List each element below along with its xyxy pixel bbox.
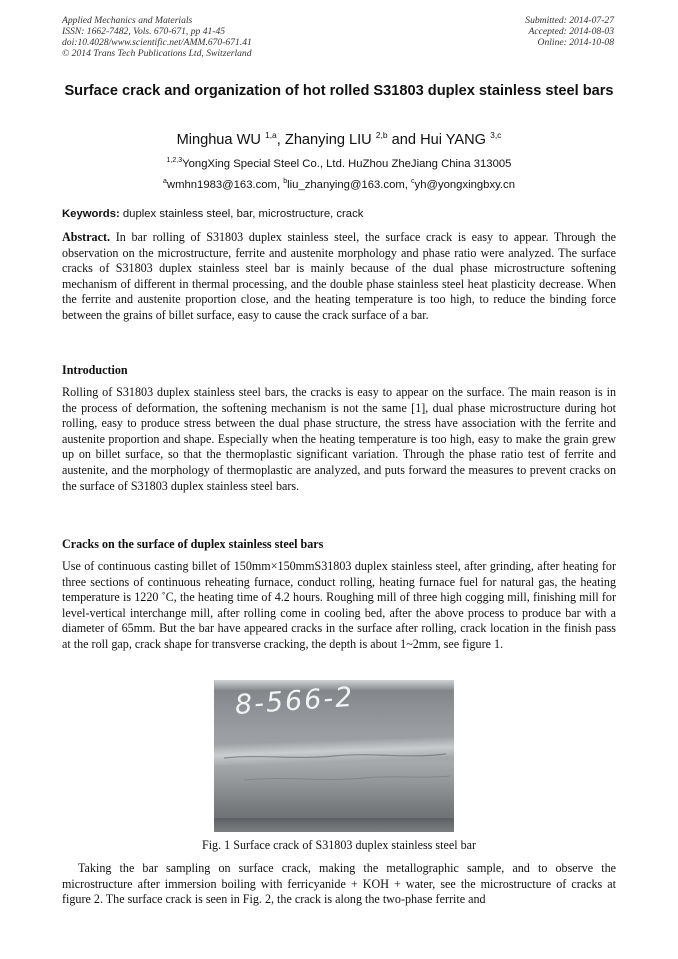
email-mark: a	[163, 178, 167, 185]
section-heading-cracks: Cracks on the surface of duplex stainless steel bars	[62, 537, 324, 551]
author-name: Zhanying LIU	[284, 132, 376, 148]
surface-crack-svg	[214, 680, 454, 832]
journal-header	[62, 15, 252, 59]
email-mark: b	[283, 178, 288, 185]
affiliation-mark: 1,2,3	[166, 157, 183, 164]
figure-1-photo	[214, 680, 454, 832]
author-emails	[62, 178, 616, 191]
abstract-label: Abstract.	[62, 230, 111, 244]
section-heading-introduction: Introduction	[62, 363, 128, 377]
introduction-paragraph: Rolling of S31803 duplex stainless steel bars, the cracks is easy to appear on the surface. The main reason is in the process of deformation, the softening mechanism is not the same [1], dual phase microstructure during hot rolling, easy to produce stress between the dual phase structure, the stress have association with the ferrite and austenite proportion and shape. Especially when the heating temperature is too high, easy to make the grain grew up on billet surface, so that the thermoplastic significant variation. Through the phase ratio test of ferrite and austenite, and the morphology of thermoplastic are analyzed, and puts forward the measures to prevent cracks on the surface of S31803 duplex stainless steel bars.	[62, 385, 616, 493]
submitted-date: Submitted: 2014-07-27	[525, 15, 614, 26]
author-affil-mark: 3,c	[490, 130, 502, 140]
figure-1-caption: Fig. 1 Surface crack of S31803 duplex stainless steel bar	[201, 838, 477, 852]
keywords-text: duplex stainless steel, bar, microstructure, crack	[119, 208, 364, 220]
author-name: Hui YANG	[420, 132, 491, 148]
keywords	[62, 208, 616, 220]
dates-header	[525, 15, 614, 48]
paper-title: Surface crack and organization of hot rolled S31803 duplex stainless steel bars	[64, 83, 614, 99]
journal-copyright: © 2014 Trans Tech Publications Ltd, Switzerland	[62, 48, 252, 59]
abstract	[62, 230, 616, 324]
email-link[interactable]: wmhn1983@163.com,	[166, 179, 284, 191]
author-separator: ,	[276, 132, 285, 148]
email-link[interactable]: yh@yongxingbxy.cn	[414, 179, 515, 191]
accepted-date: Accepted: 2014-08-03	[528, 26, 614, 37]
author-affil-mark: 2,b	[375, 130, 388, 140]
affiliation-text: YongXing Special Steel Co., Ltd. HuZhou ZheJiang China 313005	[182, 158, 512, 170]
bar-marking: 8-566-2	[234, 681, 356, 721]
journal-doi: doi:10.4028/www.scientific.net/AMM.670-671.41	[62, 37, 252, 48]
email-link[interactable]: liu_zhanying@163.com,	[287, 179, 412, 191]
cracks-paragraph: Use of continuous casting billet of 150mm×150mmS31803 duplex stainless steel, after grinding, after heating for three sections of continuous reheating furnace, conduct rolling, heating furnace fuel for natural gas, the heating temperature is 1220 ˚C, the heating time of 4.2 hours. Roughing mill of three high cogging mill, finishing mill for level-vertical interchange mill, after rolling come in cooling bed, after the above process to produce bar with a diameter of 65mm. But the bar have appeared cracks in the surface after rolling, crack location in the finish pass at the roll gap, crack shape for transverse cracking, the depth is about 1~2mm, see figure 1.	[62, 559, 616, 651]
online-date: Online: 2014-10-08	[537, 37, 614, 48]
surface-crack-line	[224, 754, 446, 758]
body-paragraph-after-figure: Taking the bar sampling on surface crack, making the metallographic sample, and to observe the microstructure after immersion boiling with ferricyanide + KOH + water, see the microstructure of cracks at figure 2. The surface crack is seen in Fig. 2, the crack is along the two-phase ferrite and	[62, 861, 616, 907]
abstract-text: In bar rolling of S31803 duplex stainless steel, the surface crack is easy to appear. Through the observation on the microstructure, ferrite and austenite morphology and phase ratio were analyzed. The surface cracks of S31803 duplex stainless steel bar is mainly because of the dual phase microstructure softening mechanism of different in thermal processing, and the double phase stainless steel heat plasticity decrease. When the ferrite and austenite proportion close, and the heating temperature is too high, to reduce the binding force between the grains of billet surface, easy to cause the crack surface of a bar.	[62, 230, 616, 322]
journal-name: Applied Mechanics and Materials	[62, 15, 193, 26]
email-mark: c	[411, 178, 415, 185]
surface-crack-line	[244, 776, 450, 780]
author-separator: and	[387, 132, 421, 148]
affiliation	[62, 157, 616, 170]
author-affil-mark: 1,a	[264, 130, 277, 140]
keywords-label: Keywords:	[62, 208, 120, 220]
journal-issn: ISSN: 1662-7482, Vols. 670-671, pp 41-45	[62, 26, 226, 37]
author-list	[62, 130, 616, 148]
author-name: Minghua WU	[176, 132, 265, 148]
